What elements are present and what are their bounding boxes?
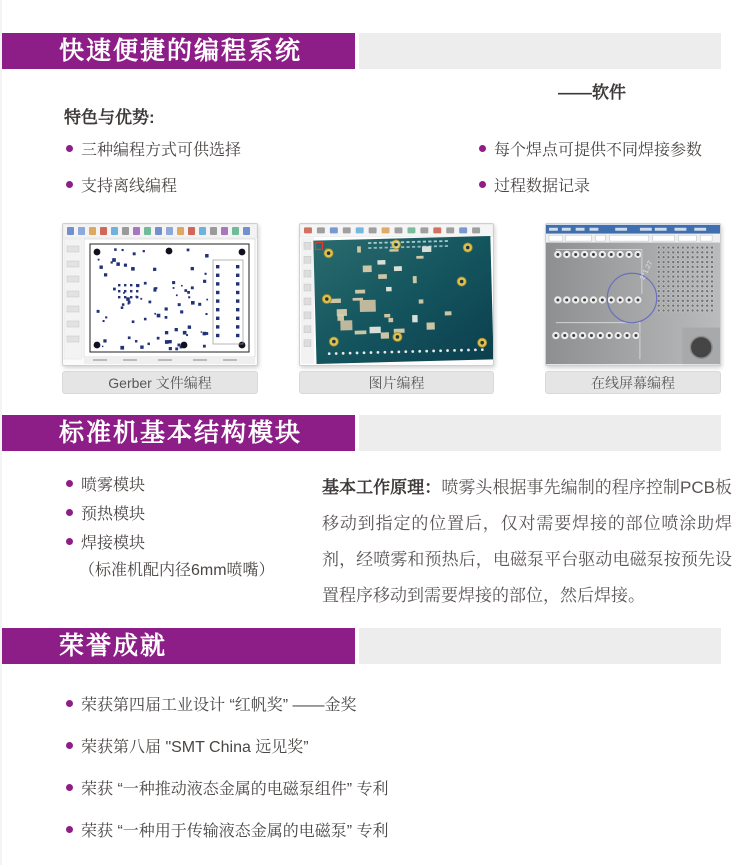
module-label: 预热模块: [81, 506, 146, 523]
working-principle-paragraph: [322, 470, 732, 614]
module-item: [66, 501, 145, 524]
module-label: 喷雾模块: [81, 477, 146, 494]
screen-camera-dot: [690, 337, 712, 359]
screen-editor-screenshot-image: [546, 224, 720, 365]
section3-title: 荣誉成就: [59, 632, 168, 660]
honor-label: 荣获第八届 "SMT China 远见奖”: [81, 739, 309, 756]
bullet-dot-icon: [66, 480, 73, 487]
nozzle-note: （标准机配内径6mm喷嘴）: [79, 562, 275, 579]
module-item: [66, 530, 145, 553]
bullet-dot-icon: [66, 509, 73, 516]
honor-item: [66, 818, 389, 841]
feature-item: [66, 137, 241, 160]
gerber-toolbar-icons: [67, 227, 250, 235]
bullet-dot-icon: [66, 538, 73, 545]
bullet-dot-icon: [479, 181, 486, 188]
bullet-dot-icon: [66, 784, 73, 791]
gerber-editor-screenshot-image: [63, 224, 257, 365]
caption-online-screen: 在线屏幕编程: [545, 371, 721, 394]
honor-item: [66, 734, 309, 757]
gray-strip-2: [359, 415, 721, 451]
working-principle-label: 基本工作原理：: [322, 478, 442, 497]
working-principle-text: 喷雾头根据事先编制的程序控制PCB板移动到指定的位置后，仅对需要焊接的部位喷涂助焊剂，经喷雾和预热后，电磁泵平台驱动电磁泵按预先设置程序移动到需要焊接的部位，然后焊接。: [322, 478, 732, 605]
honor-label: 荣获 “一种推动液态金属的电磁泵组件” 专利: [81, 781, 389, 798]
feature-item: [479, 173, 590, 196]
honor-item: [66, 776, 389, 799]
bullet-dot-icon: [66, 742, 73, 749]
section1-banner: [2, 33, 355, 69]
bullet-dot-icon: [66, 145, 73, 152]
honor-item: [66, 692, 357, 715]
software-subtitle: ——软件: [558, 83, 626, 102]
bullet-dot-icon: [479, 145, 486, 152]
feature-item: [479, 137, 702, 160]
bullet-dot-icon: [66, 700, 73, 707]
screenshot-picture-editor[interactable]: [299, 223, 494, 366]
screenshot-online-screen-editor[interactable]: [545, 223, 721, 366]
picture-editor-screenshot-image: [300, 224, 493, 365]
feature-label: 每个焊点可提供不同焊接参数: [494, 142, 703, 159]
caption-gerber: Gerber 文件编程: [62, 371, 258, 394]
module-item: [66, 472, 145, 495]
feature-label: 三种编程方式可供选择: [81, 142, 242, 159]
gray-strip-1: [359, 33, 721, 69]
features-heading: 特色与优势:: [64, 108, 155, 127]
feature-label: 支持离线编程: [81, 178, 178, 195]
section2-banner: [2, 415, 355, 451]
feature-label: 过程数据记录: [494, 178, 591, 195]
screenshot-gerber-editor[interactable]: [62, 223, 258, 366]
section3-banner: [2, 628, 355, 664]
module-label: 焊接模块: [81, 535, 146, 552]
section1-title: 快速便捷的编程系统: [59, 37, 303, 65]
gray-strip-3: [359, 628, 721, 664]
screen-toolbar-fields: [549, 235, 712, 241]
bullet-dot-icon: [66, 181, 73, 188]
bullet-dot-icon: [66, 826, 73, 833]
feature-item: [66, 173, 177, 196]
honor-label: 荣获 “一种用于传输液态金属的电磁泵” 专利: [81, 823, 389, 840]
honor-label: 荣获第四届工业设计 “红帆奖” ——金奖: [81, 697, 357, 714]
section2-title: 标准机基本结构模块: [59, 419, 303, 447]
screen-watermark: 2*1.27: [639, 260, 655, 282]
caption-picture: 图片编程: [299, 371, 494, 394]
